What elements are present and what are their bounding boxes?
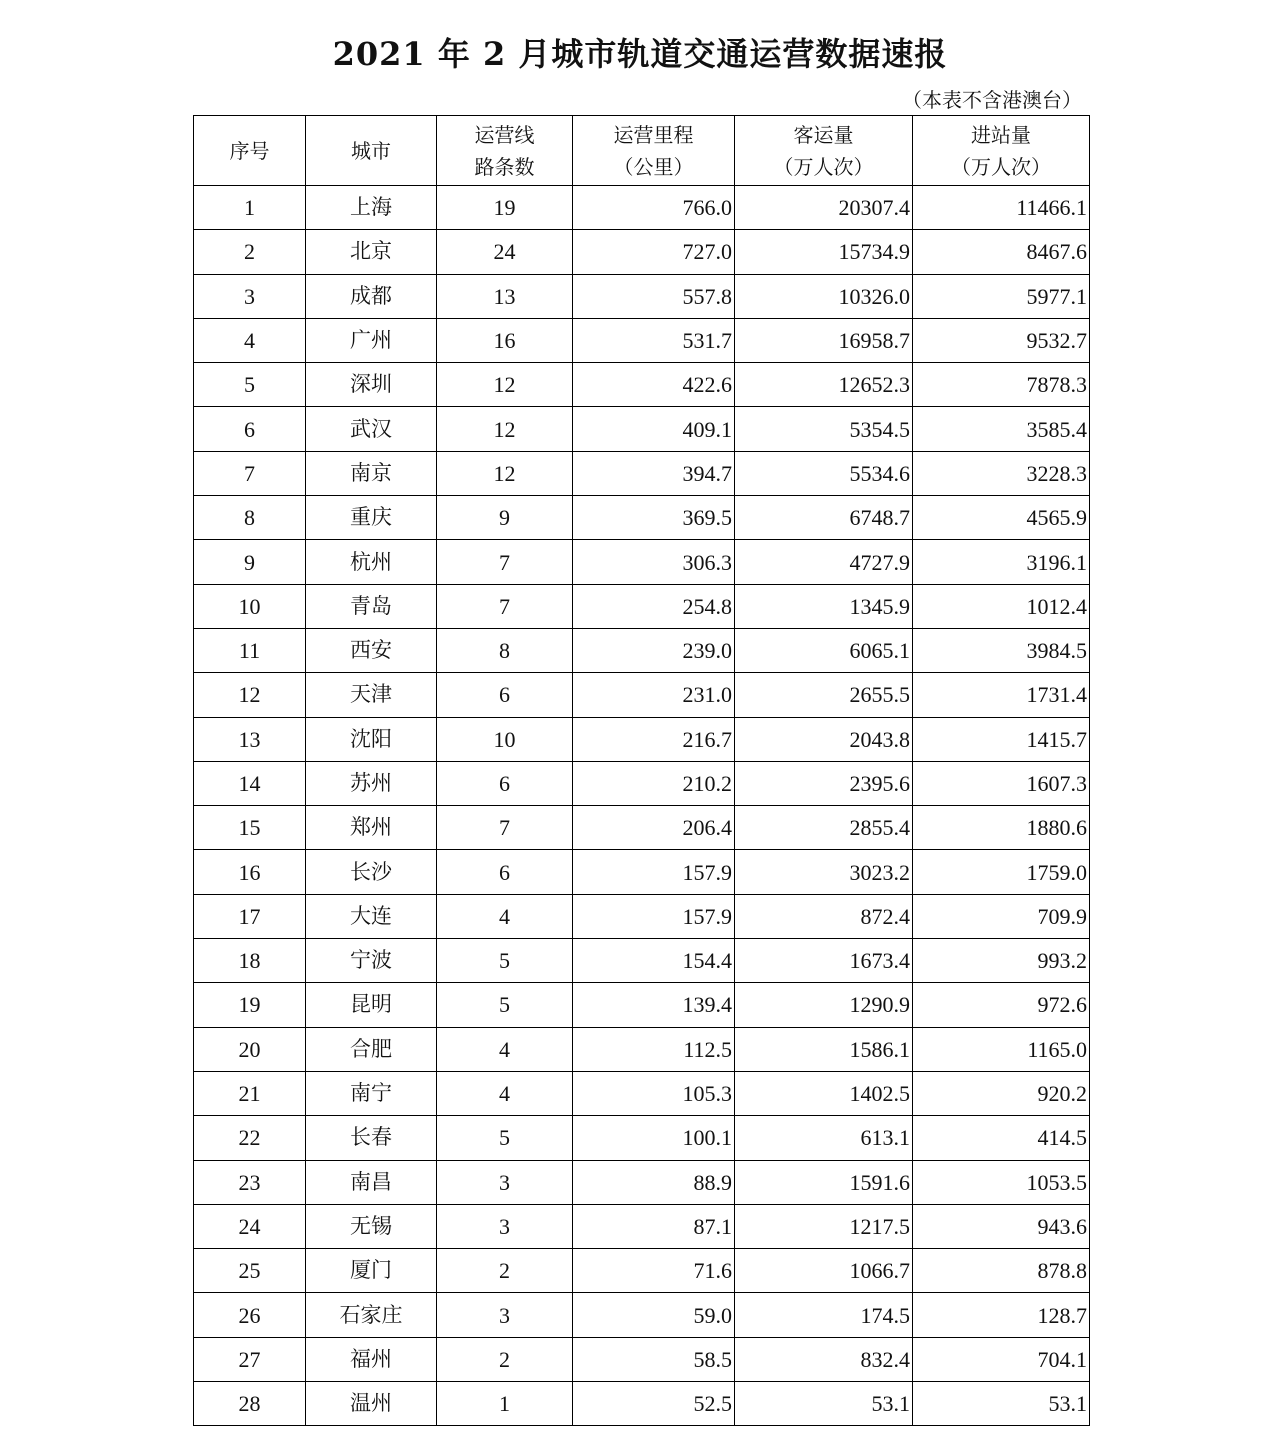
cell-index: 20 [194, 1027, 306, 1071]
cell-city: 福州 [306, 1337, 437, 1381]
cell-station-entries: 1165.0 [913, 1027, 1090, 1071]
cell-index: 28 [194, 1382, 306, 1426]
cell-passenger-volume: 1345.9 [735, 584, 913, 628]
table-row [194, 850, 1090, 894]
cell-line-count: 19 [437, 186, 573, 230]
cell-passenger-volume: 1066.7 [735, 1249, 913, 1293]
cell-station-entries: 8467.6 [913, 230, 1090, 274]
cell-city: 武汉 [306, 407, 437, 451]
table-row [194, 1071, 1090, 1115]
cell-station-entries: 53.1 [913, 1382, 1090, 1426]
header-index [194, 116, 306, 186]
cell-passenger-volume: 53.1 [735, 1382, 913, 1426]
cell-index: 4 [194, 318, 306, 362]
header-index-label: 序号 [229, 138, 270, 163]
cell-city: 广州 [306, 318, 437, 362]
table-row [194, 894, 1090, 938]
cell-index: 9 [194, 540, 306, 584]
table-row [194, 1382, 1090, 1426]
cell-station-entries: 972.6 [913, 983, 1090, 1027]
cell-passenger-volume: 1290.9 [735, 983, 913, 1027]
cell-mileage: 239.0 [573, 628, 735, 672]
cell-city: 沈阳 [306, 717, 437, 761]
cell-mileage: 58.5 [573, 1337, 735, 1381]
cell-passenger-volume: 1402.5 [735, 1071, 913, 1115]
cell-mileage: 87.1 [573, 1204, 735, 1248]
cell-mileage: 409.1 [573, 407, 735, 451]
cell-city: 重庆 [306, 496, 437, 540]
cell-index: 15 [194, 806, 306, 850]
header-row [194, 116, 1090, 186]
cell-line-count: 7 [437, 806, 573, 850]
table-row [194, 274, 1090, 318]
table-row [194, 1249, 1090, 1293]
header-passengers [735, 116, 913, 186]
cell-station-entries: 3585.4 [913, 407, 1090, 451]
cell-station-entries: 3984.5 [913, 628, 1090, 672]
table-note: （本表不含港澳台） [902, 88, 1082, 112]
cell-city: 深圳 [306, 363, 437, 407]
cell-line-count: 2 [437, 1337, 573, 1381]
header-entries-label-2: （万人次） [951, 154, 1051, 179]
header-lines-label-1: 运营线 [474, 122, 535, 147]
cell-passenger-volume: 2855.4 [735, 806, 913, 850]
cell-index: 19 [194, 983, 306, 1027]
cell-station-entries: 1731.4 [913, 673, 1090, 717]
cell-station-entries: 993.2 [913, 939, 1090, 983]
header-lines [437, 116, 573, 186]
cell-mileage: 727.0 [573, 230, 735, 274]
cell-mileage: 88.9 [573, 1160, 735, 1204]
cell-passenger-volume: 2655.5 [735, 673, 913, 717]
cell-passenger-volume: 1586.1 [735, 1027, 913, 1071]
cell-index: 3 [194, 274, 306, 318]
header-entries [913, 116, 1090, 186]
cell-station-entries: 920.2 [913, 1071, 1090, 1115]
cell-index: 8 [194, 496, 306, 540]
cell-station-entries: 1415.7 [913, 717, 1090, 761]
cell-line-count: 12 [437, 363, 573, 407]
cell-mileage: 216.7 [573, 717, 735, 761]
cell-city: 南宁 [306, 1071, 437, 1115]
cell-index: 13 [194, 717, 306, 761]
cell-station-entries: 1607.3 [913, 761, 1090, 805]
cell-city: 西安 [306, 628, 437, 672]
cell-mileage: 154.4 [573, 939, 735, 983]
table-row [194, 318, 1090, 362]
table-row [194, 939, 1090, 983]
cell-line-count: 16 [437, 318, 573, 362]
table-row [194, 983, 1090, 1027]
cell-mileage: 557.8 [573, 274, 735, 318]
table-row [194, 451, 1090, 495]
cell-mileage: 531.7 [573, 318, 735, 362]
cell-index: 6 [194, 407, 306, 451]
header-mileage-label-1: 运营里程 [613, 122, 694, 147]
header-city [306, 116, 437, 186]
table-row [194, 1116, 1090, 1160]
cell-station-entries: 11466.1 [913, 186, 1090, 230]
cell-index: 18 [194, 939, 306, 983]
header-lines-label-2: 路条数 [474, 154, 535, 179]
cell-passenger-volume: 20307.4 [735, 186, 913, 230]
cell-mileage: 394.7 [573, 451, 735, 495]
cell-line-count: 10 [437, 717, 573, 761]
cell-station-entries: 1880.6 [913, 806, 1090, 850]
cell-station-entries: 414.5 [913, 1116, 1090, 1160]
cell-line-count: 9 [437, 496, 573, 540]
cell-passenger-volume: 6065.1 [735, 628, 913, 672]
cell-index: 24 [194, 1204, 306, 1248]
cell-mileage: 157.9 [573, 850, 735, 894]
cell-station-entries: 9532.7 [913, 318, 1090, 362]
cell-index: 14 [194, 761, 306, 805]
cell-mileage: 59.0 [573, 1293, 735, 1337]
table-row [194, 806, 1090, 850]
cell-station-entries: 1012.4 [913, 584, 1090, 628]
cell-mileage: 210.2 [573, 761, 735, 805]
table-row [194, 628, 1090, 672]
cell-city: 昆明 [306, 983, 437, 1027]
cell-mileage: 105.3 [573, 1071, 735, 1115]
cell-mileage: 422.6 [573, 363, 735, 407]
cell-city: 成都 [306, 274, 437, 318]
table-row [194, 1337, 1090, 1381]
table-row [194, 496, 1090, 540]
cell-line-count: 4 [437, 1071, 573, 1115]
header-entries-label-1: 进站量 [971, 122, 1031, 147]
cell-station-entries: 5977.1 [913, 274, 1090, 318]
cell-passenger-volume: 2043.8 [735, 717, 913, 761]
cell-line-count: 5 [437, 983, 573, 1027]
page-title: 2021 年 2 月城市轨道交通运营数据速报 [332, 35, 948, 73]
cell-line-count: 2 [437, 1249, 573, 1293]
cell-line-count: 4 [437, 894, 573, 938]
header-passengers-label-2: （万人次） [773, 154, 874, 179]
table-row [194, 186, 1090, 230]
cell-line-count: 12 [437, 407, 573, 451]
cell-index: 23 [194, 1160, 306, 1204]
table-row [194, 1293, 1090, 1337]
cell-line-count: 24 [437, 230, 573, 274]
table-row [194, 230, 1090, 274]
cell-index: 5 [194, 363, 306, 407]
cell-mileage: 206.4 [573, 806, 735, 850]
cell-passenger-volume: 1591.6 [735, 1160, 913, 1204]
cell-passenger-volume: 6748.7 [735, 496, 913, 540]
cell-line-count: 3 [437, 1160, 573, 1204]
cell-line-count: 12 [437, 451, 573, 495]
cell-passenger-volume: 10326.0 [735, 274, 913, 318]
table-row [194, 584, 1090, 628]
table-body [194, 186, 1090, 1426]
table-row [194, 1160, 1090, 1204]
cell-passenger-volume: 15734.9 [735, 230, 913, 274]
cell-index: 22 [194, 1116, 306, 1160]
cell-index: 26 [194, 1293, 306, 1337]
cell-city: 石家庄 [306, 1293, 437, 1337]
cell-city: 苏州 [306, 761, 437, 805]
cell-passenger-volume: 832.4 [735, 1337, 913, 1381]
cell-mileage: 254.8 [573, 584, 735, 628]
cell-line-count: 7 [437, 584, 573, 628]
cell-station-entries: 1759.0 [913, 850, 1090, 894]
cell-index: 2 [194, 230, 306, 274]
cell-passenger-volume: 16958.7 [735, 318, 913, 362]
table-row [194, 540, 1090, 584]
cell-passenger-volume: 4727.9 [735, 540, 913, 584]
cell-station-entries: 704.1 [913, 1337, 1090, 1381]
cell-station-entries: 4565.9 [913, 496, 1090, 540]
table-row [194, 407, 1090, 451]
cell-passenger-volume: 2395.6 [735, 761, 913, 805]
cell-line-count: 13 [437, 274, 573, 318]
cell-mileage: 766.0 [573, 186, 735, 230]
table-row [194, 761, 1090, 805]
cell-line-count: 8 [437, 628, 573, 672]
cell-station-entries: 128.7 [913, 1293, 1090, 1337]
cell-passenger-volume: 12652.3 [735, 363, 913, 407]
cell-line-count: 6 [437, 850, 573, 894]
cell-mileage: 139.4 [573, 983, 735, 1027]
cell-index: 27 [194, 1337, 306, 1381]
cell-mileage: 52.5 [573, 1382, 735, 1426]
cell-line-count: 7 [437, 540, 573, 584]
cell-index: 11 [194, 628, 306, 672]
cell-mileage: 112.5 [573, 1027, 735, 1071]
cell-line-count: 6 [437, 673, 573, 717]
cell-city: 天津 [306, 673, 437, 717]
table-row [194, 1204, 1090, 1248]
cell-city: 北京 [306, 230, 437, 274]
cell-station-entries: 1053.5 [913, 1160, 1090, 1204]
cell-mileage: 231.0 [573, 673, 735, 717]
cell-city: 杭州 [306, 540, 437, 584]
table-row [194, 673, 1090, 717]
cell-line-count: 4 [437, 1027, 573, 1071]
cell-city: 上海 [306, 186, 437, 230]
cell-city: 南京 [306, 451, 437, 495]
cell-line-count: 3 [437, 1293, 573, 1337]
table-row [194, 717, 1090, 761]
table-header [194, 116, 1090, 186]
cell-line-count: 5 [437, 939, 573, 983]
cell-city: 厦门 [306, 1249, 437, 1293]
header-mileage-label-2: （公里） [613, 154, 694, 179]
header-city-label: 城市 [351, 138, 391, 163]
cell-index: 21 [194, 1071, 306, 1115]
cell-city: 宁波 [306, 939, 437, 983]
cell-index: 7 [194, 451, 306, 495]
header-passengers-label-1: 客运量 [793, 122, 854, 147]
cell-passenger-volume: 3023.2 [735, 850, 913, 894]
header-mileage [573, 116, 735, 186]
cell-city: 合肥 [306, 1027, 437, 1071]
cell-line-count: 3 [437, 1204, 573, 1248]
cell-mileage: 157.9 [573, 894, 735, 938]
cell-index: 17 [194, 894, 306, 938]
cell-city: 长春 [306, 1116, 437, 1160]
cell-mileage: 369.5 [573, 496, 735, 540]
cell-city: 南昌 [306, 1160, 437, 1204]
cell-passenger-volume: 174.5 [735, 1293, 913, 1337]
cell-index: 16 [194, 850, 306, 894]
cell-city: 青岛 [306, 584, 437, 628]
cell-mileage: 100.1 [573, 1116, 735, 1160]
cell-station-entries: 943.6 [913, 1204, 1090, 1248]
data-table [193, 115, 1090, 1426]
cell-city: 郑州 [306, 806, 437, 850]
cell-passenger-volume: 613.1 [735, 1116, 913, 1160]
cell-passenger-volume: 1217.5 [735, 1204, 913, 1248]
cell-line-count: 1 [437, 1382, 573, 1426]
cell-passenger-volume: 1673.4 [735, 939, 913, 983]
table-row [194, 1027, 1090, 1071]
table-row [194, 363, 1090, 407]
cell-index: 10 [194, 584, 306, 628]
cell-index: 1 [194, 186, 306, 230]
cell-station-entries: 7878.3 [913, 363, 1090, 407]
cell-station-entries: 3228.3 [913, 451, 1090, 495]
cell-station-entries: 709.9 [913, 894, 1090, 938]
cell-mileage: 306.3 [573, 540, 735, 584]
cell-mileage: 71.6 [573, 1249, 735, 1293]
cell-line-count: 5 [437, 1116, 573, 1160]
cell-passenger-volume: 5354.5 [735, 407, 913, 451]
cell-city: 无锡 [306, 1204, 437, 1248]
cell-station-entries: 3196.1 [913, 540, 1090, 584]
cell-line-count: 6 [437, 761, 573, 805]
cell-station-entries: 878.8 [913, 1249, 1090, 1293]
cell-city: 长沙 [306, 850, 437, 894]
cell-index: 25 [194, 1249, 306, 1293]
cell-index: 12 [194, 673, 306, 717]
cell-passenger-volume: 5534.6 [735, 451, 913, 495]
cell-city: 大连 [306, 894, 437, 938]
cell-passenger-volume: 872.4 [735, 894, 913, 938]
cell-city: 温州 [306, 1382, 437, 1426]
